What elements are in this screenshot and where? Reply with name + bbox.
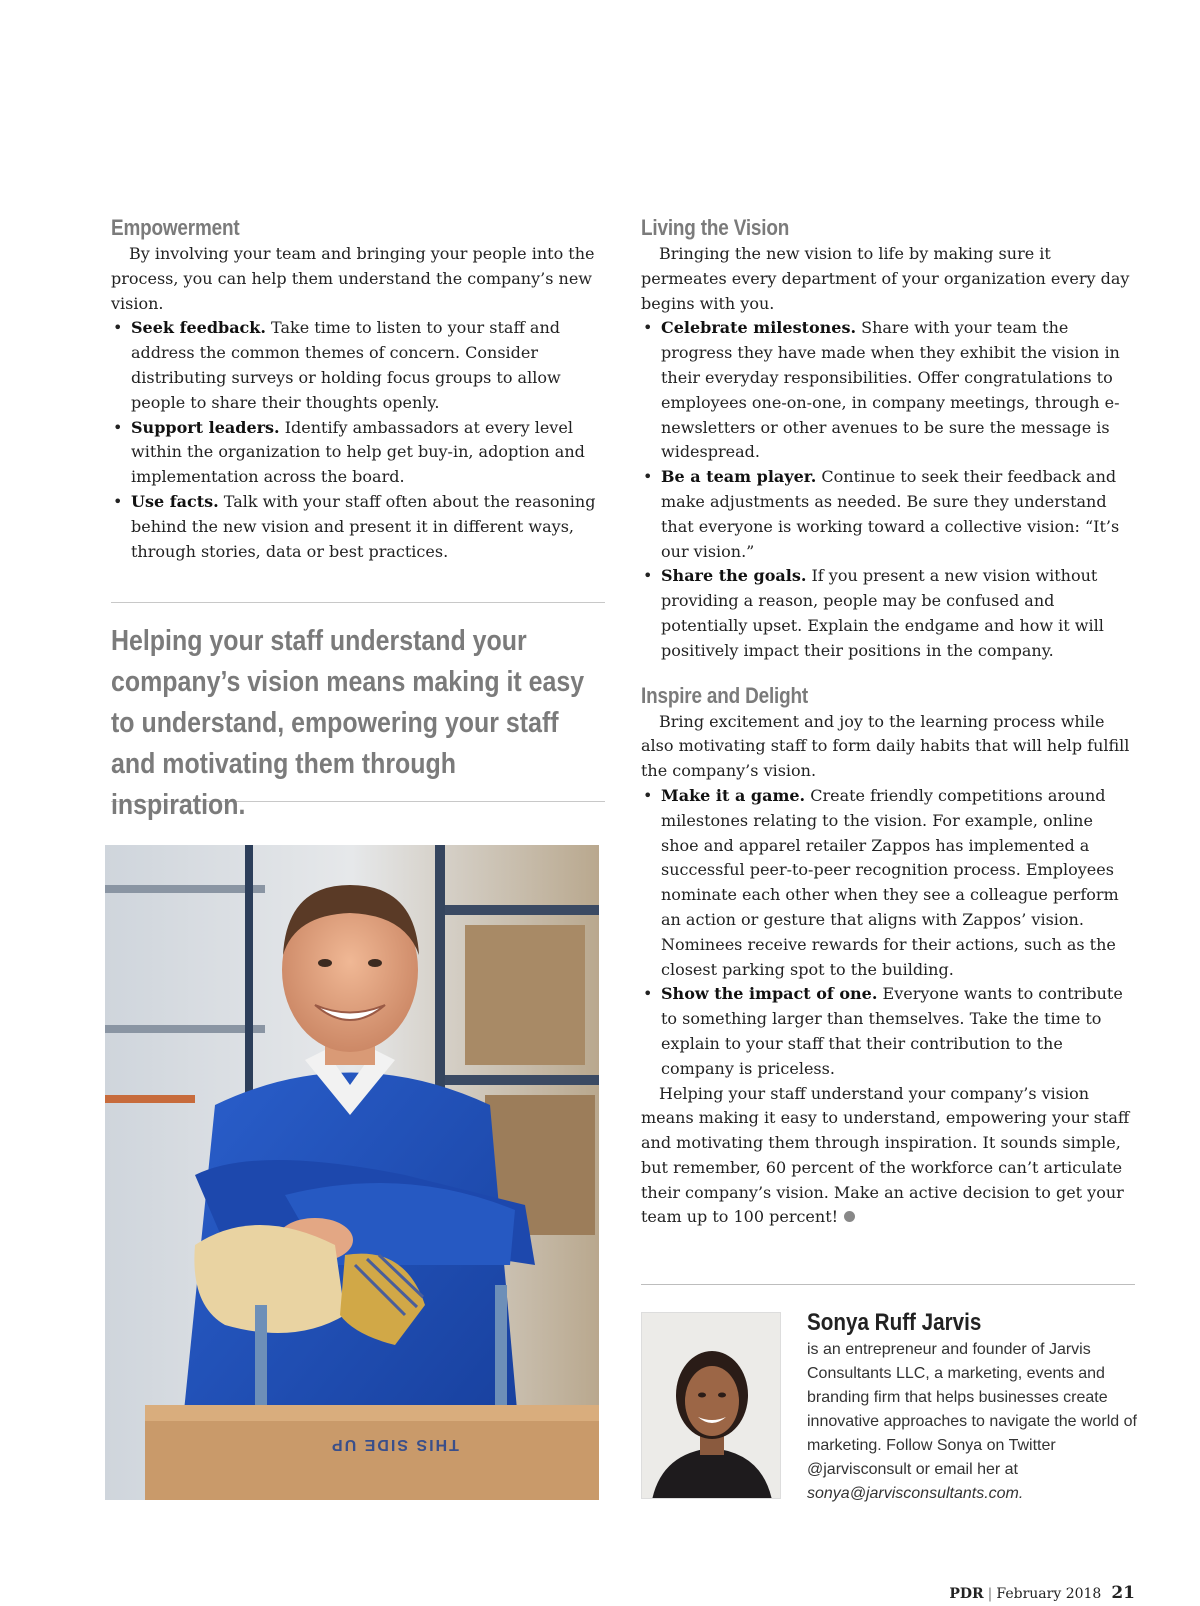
bullet-lead: Make it a game. [661,785,806,805]
living-the-vision-heading: Living the Vision [641,215,790,240]
bullet-lead: Use facts. [131,491,219,511]
footer-separator: | [987,1586,993,1602]
bullet-text: Create friendly competitions around milestones relating to the vision. For example, online shoe and apparel retailer Zappos has implemented a successful peer-to-peer recognition process. Employees nominate each other when they see a colleague perform an action or gesture that aligns with Zappos’ vision. Nominees receive rewards for their actions, such as the closest parking spot to the building. [661,785,1119,979]
inspire-and-delight-bullets [641,784,1135,1082]
bullet-text: If you present a new vision without providing a reason, people may be confused and potentially upset. Explain the endgame and how it will positively impact their positions in the company. [661,566,1104,660]
inspire-and-delight-intro: Bring excitement and joy to the learning process while also motivating staff to form daily habits that will help fulfill the company’s vision. [641,711,1130,781]
bullet-item [111,416,601,490]
headshot-illustration [642,1313,781,1499]
bullet-text: Take time to listen to your staff and address the common themes of concern. Consider distributing surveys or holding focus groups to allow people to share their thoughts openly. [131,318,561,412]
bullet-lead: Seek feedback. [131,318,266,338]
bullet-item [641,982,1135,1081]
bullet-lead: Share the goals. [661,566,807,586]
empowerment-bullets [111,316,601,564]
bullet-lead: Support leaders. [131,417,280,437]
bullet-text: Identify ambassadors at every level within the organization to help get buy-in, adoption and implementation across the board. [131,417,585,487]
bullet-item [641,784,1135,982]
author-name: Sonya Ruff Jarvis [807,1309,982,1336]
author-description-text: is an entrepreneur and founder of Jarvis Consultants LLC, a marketing, events and branding firm that helps businesses create innovative approaches to navigate the world of marketing. Follow Sonya on Twitter @jarvisconsult or email her at [807,1341,1137,1478]
box-label: THIS SIDE UP [330,1436,459,1453]
warehouse-worker-photo [105,845,599,1500]
bullet-item [641,465,1135,564]
closing-text: Helping your staff understand your company’s vision means making it easy to understand, empowering your staff and motivating them through inspiration. It sounds simple, but remember, 60 percent of the workforce can’t articulate their company’s vision. Make an active decision to get your team up to 100 percent! [641,1083,1130,1227]
author-description [807,1338,1137,1506]
bullet-text: Continue to seek their feedback and make adjustments as needed. Be sure they understand that everyone is working toward a collective vision: “It’s our vision.” [661,467,1120,561]
right-column [641,214,1135,1230]
end-mark-icon [844,1211,855,1222]
living-the-vision-intro: Bringing the new vision to life by making sure it permeates every department of your organization every day begins with you. [641,244,1130,313]
bullet-text: Everyone wants to contribute to something larger than themselves. Take the time to explain to your staff that their contribution to the company is priceless. [661,984,1123,1078]
inspire-and-delight-heading: Inspire and Delight [641,682,809,708]
page-footer [949,1583,1135,1603]
empowerment-intro: By involving your team and bringing your people into the process, you can help them understand the company’s new vision. [111,244,595,313]
bullet-item [641,564,1135,663]
author-bio [807,1308,1137,1506]
bullet-text: Share with your team the progress they have made when they exhibit the vision in their everyday responsibilities. Offer congratulations to employees one-on-one, in company meetings, through e-newsletters or other avenues to be sure the message is widespread. [661,318,1120,462]
author-email-link[interactable]: sonya@jarvisconsultants.com. [807,1485,1024,1502]
bio-divider [641,1284,1135,1285]
pullquote-box [111,602,605,821]
living-the-vision-bullets [641,316,1135,663]
magazine-name: PDR [949,1586,984,1602]
worker-illustration [105,845,599,1500]
bullet-text: Talk with your staff often about the reasoning behind the new vision and present it in different ways, through stories, data or best practices. [131,491,596,561]
empowerment-heading: Empowerment [111,215,240,240]
pullquote-text: Helping your staff understand your company’s vision means making it easy to understand, empowering your staff and motivating them through inspiration. [111,625,585,821]
author-headshot [641,1312,781,1499]
closing-paragraph [641,1082,1135,1231]
left-column [111,214,601,564]
bullet-lead: Be a team player. [661,467,817,487]
bullet-item [111,316,601,415]
bullet-lead: Show the impact of one. [661,984,878,1004]
bullet-item [111,490,601,564]
page-number: 21 [1111,1583,1135,1603]
bullet-item [641,316,1135,465]
bullet-lead: Celebrate milestones. [661,318,857,338]
issue-date: February 2018 [996,1586,1102,1602]
